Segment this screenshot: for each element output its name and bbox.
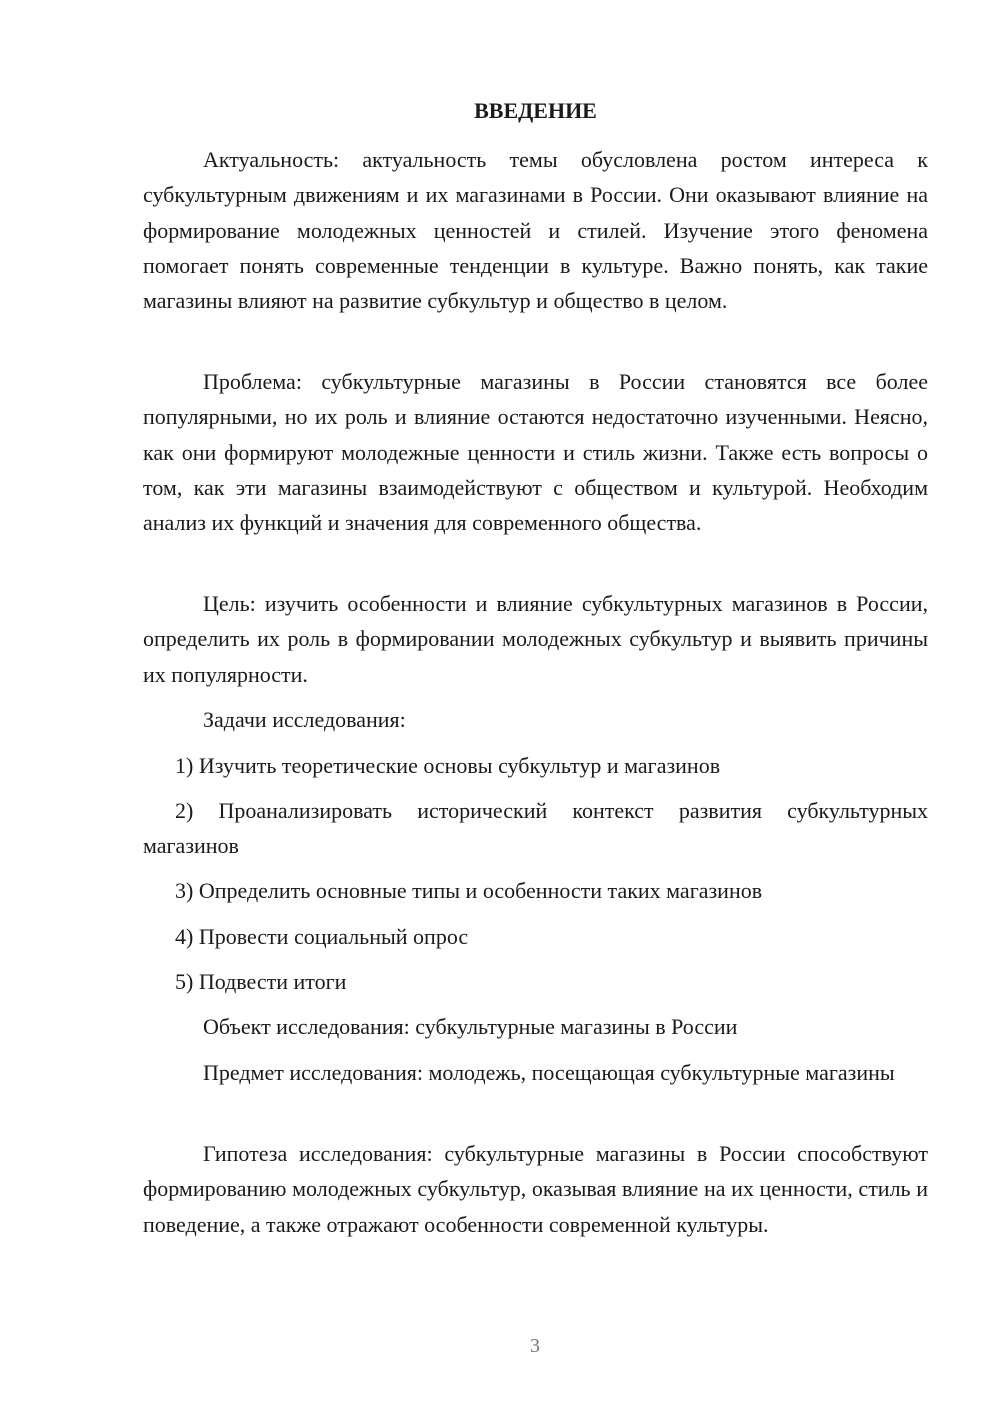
- goal-paragraph: Цель: изучить особенности и влияние субкультурных магазинов в России, определить их роль в формировании молодежных субкультур и выявить причины их популярности.: [143, 591, 928, 687]
- relevance-paragraph: Актуальность: актуальность темы обусловлена ростом интереса к субкультурным движениям и их магазинами в России. Они оказывают влияние на формирование молодежных ценностей и стилей. Изучение этого феномена помогает понять современные тенденции в культуре. Важно понять, как такие магазины влияют на развитие субкультур и общество в целом.: [143, 147, 928, 314]
- page-number: 3: [530, 1335, 540, 1357]
- task-item-1: 1) Изучить теоретические основы субкультур и магазинов: [175, 753, 721, 778]
- task-item-4: 4) Провести социальный опрос: [175, 924, 469, 949]
- task-item-2: 2) Проанализировать исторический контекст развития субкультурных магазинов: [143, 798, 928, 859]
- page-heading: ВВЕДЕНИЕ: [474, 98, 597, 123]
- hypothesis-paragraph: Гипотеза исследования: субкультурные магазины в России способствуют формированию молодежных субкультур, оказывая влияние на их ценности, стиль и поведение, а также отражают особенности современной культуры.: [143, 1141, 928, 1237]
- tasks-label: Задачи исследования:: [203, 707, 406, 732]
- subject-paragraph: Предмет исследования: молодежь, посещающая субкультурные магазины: [203, 1060, 895, 1085]
- task-item-3: 3) Определить основные типы и особенности таких магазинов: [175, 878, 763, 903]
- task-item-5: 5) Подвести итоги: [175, 969, 347, 994]
- problem-paragraph: Проблема: субкультурные магазины в России становятся все более популярными, но их роль и влияние остаются недостаточно изученными. Неясно, как они формируют молодежные ценности и стиль жизни. Также есть вопросы о том, как эти магазины взаимодействуют с обществом и культурой. Необходим анализ их функций и значения для современного общества.: [143, 369, 928, 536]
- object-paragraph: Объект исследования: субкультурные магазины в России: [203, 1014, 738, 1039]
